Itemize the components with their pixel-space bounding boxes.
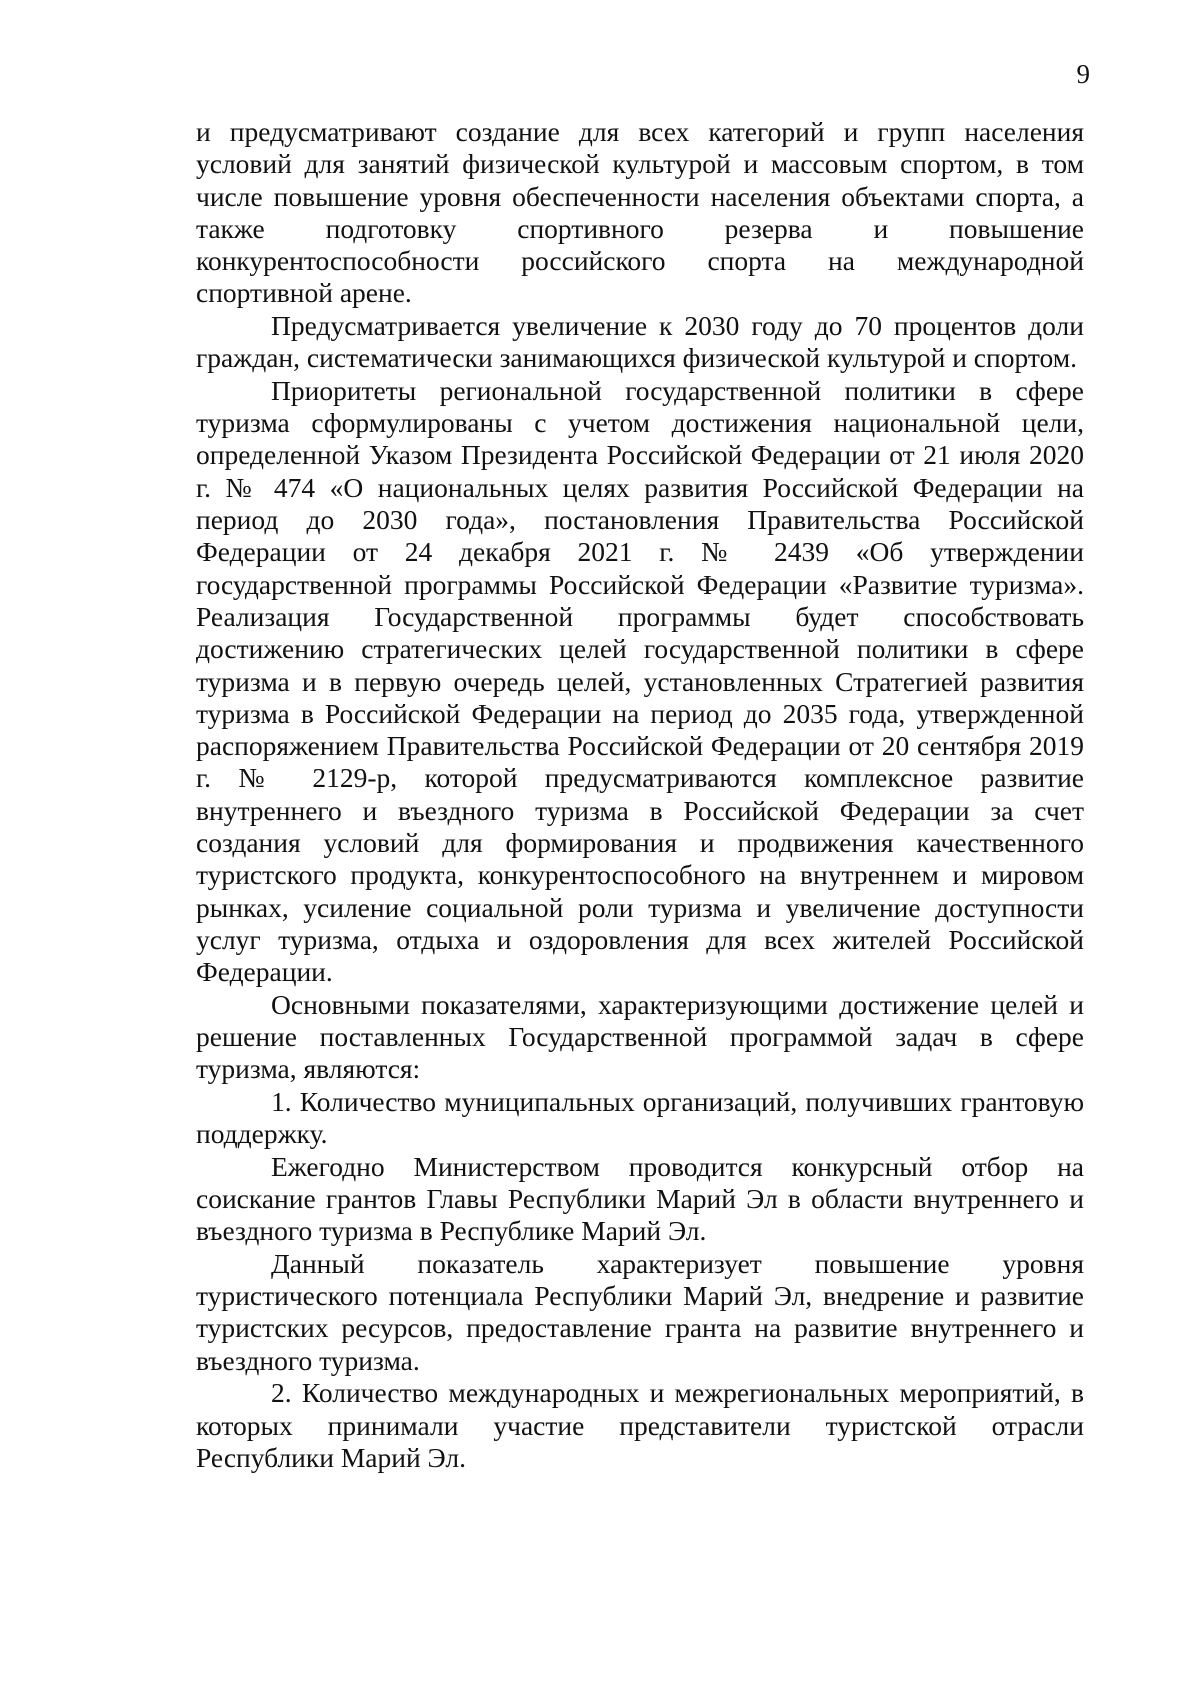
paragraph-indicators-intro: Основными показателями, характеризующими достижение целей и решение поставленных Государственной программой задач в сфере туризма, являются: <box>196 988 1084 1085</box>
paragraph-continuation: и предусматривают создание для всех категорий и групп населения условий для занятий физической культурой и массовым спортом, в том числе повышение уровня обеспеченности населения объектами спорта, а также подготовку спортивного резерва и повышение конкурентоспособности российского спорта на международной спортивной арене. <box>196 116 1084 309</box>
page-number: 9 <box>1076 59 1090 89</box>
paragraph-indicator-2: 2. Количество международных и межрегиональных мероприятий, в которых принимали участие представители туристской отрасли Республики Марий Эл. <box>196 1377 1084 1473</box>
paragraph-tourism-priorities: Приоритеты региональной государственной политики в сфере туризма сформулированы с учетом достижения национальной цели, определенной Указом Президента Российской Федерации от 21 июля 2020 г. № 474 «О национальных целях развития Российской Федерации на период до 2030 года», постановления Правительства Российской Федерации от 24 декабря 2021 г. № 2439 «Об утверждении государственной программы Российской Федерации «Развитие туризма». Реализация Государственной программы будет способствовать достижению стратегических целей государственной политики в сфере туризма и в первую очередь целей, установленных Стратегией развития туризма в Российской Федерации на период до 2035 года, утвержденной распоряжением Правительства Российской Федерации от 20 сентября 2019 г. № 2129-р, которой предусматриваются комплексное развитие внутреннего и въездного туризма в Российской Федерации за счет создания условий для формирования и продвижения качественного туристского продукта, конкурентоспособного на внутреннем и мировом рынках, усиление социальной роли туризма и увеличение доступности услуг туризма, отдыха и оздоровления для всех жителей Российской Федерации. <box>196 374 1084 988</box>
paragraph-sport-target: Предусматривается увеличение к 2030 году до 70 процентов доли граждан, систематически занимающихся физической культурой и спортом. <box>196 310 1084 374</box>
paragraph-indicator-1-description: Данный показатель характеризует повышение уровня туристического потенциала Республики Марий Эл, внедрение и развитие туристских ресурсов, предоставление гранта на развитие внутреннего и въездного туризма. <box>196 1247 1084 1376</box>
paragraph-grant-selection: Ежегодно Министерством проводится конкурсный отбор на соискание грантов Главы Республики Марий Эл в области внутреннего и въездного туризма в Республике Марий Эл. <box>196 1150 1084 1247</box>
paragraph-indicator-1: 1. Количество муниципальных организаций, получивших грантовую поддержку. <box>196 1085 1084 1150</box>
document-body <box>196 116 1084 1474</box>
